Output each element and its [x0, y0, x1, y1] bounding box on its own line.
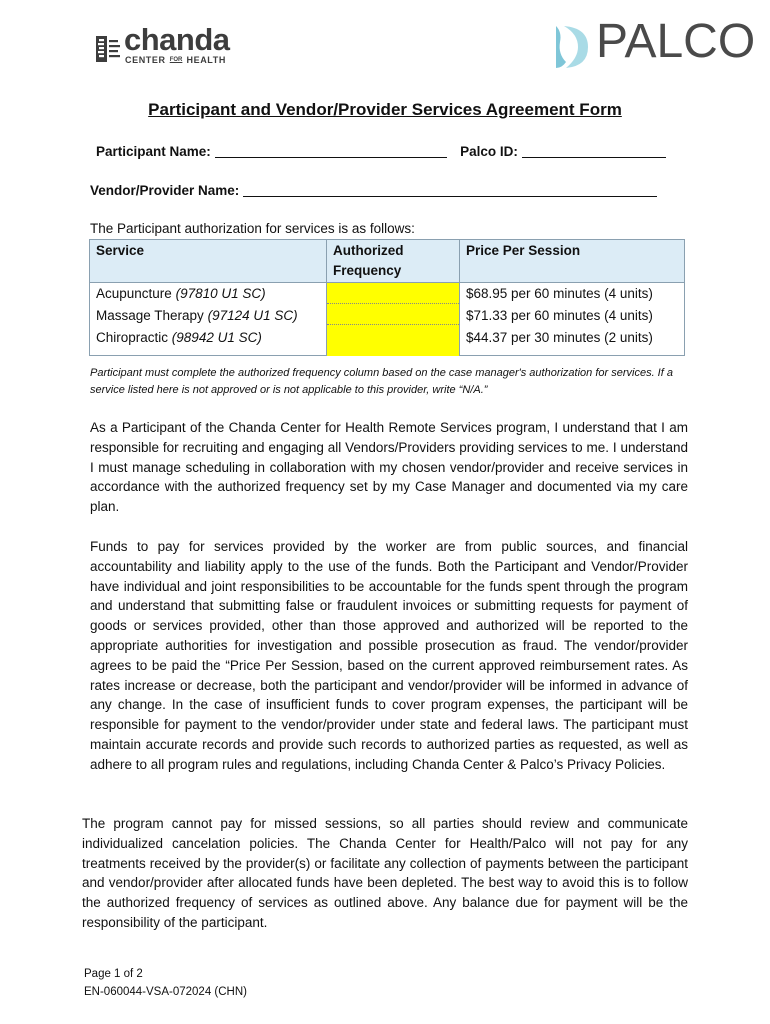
service-cell: Chiropractic (98942 U1 SC)	[90, 327, 327, 356]
service-cell: Acupuncture (97810 U1 SC)	[90, 283, 327, 306]
header-price: Price Per Session	[460, 240, 685, 283]
table-row	[90, 283, 685, 306]
paragraph-responsibilities: As a Participant of the Chanda Center for Health Remote Services program, I understand that I am responsible for recruiting and engaging all Vendors/Providers providing services to me. I understand I must manage scheduling in collaboration with my chosen vendor/provider and receive services in accordance with the authorized frequency set by my Case Manager and documented via my care plan.	[90, 420, 688, 515]
intro-text: The Participant authorization for services is as follows:	[90, 221, 415, 236]
price-cell: $71.33 per 60 minutes (4 units)	[460, 305, 685, 327]
palco-id-field[interactable]	[522, 143, 666, 158]
table-header-row	[90, 240, 685, 283]
header-service: Service	[90, 240, 327, 283]
chanda-spine-icon	[96, 34, 122, 64]
palco-swirl-icon	[552, 24, 592, 70]
chanda-subtitle: CENTER $^{FOR}$ HEALTH	[125, 55, 226, 65]
participant-name-field[interactable]	[215, 143, 447, 158]
palco-wordmark: PALCO	[596, 15, 756, 68]
vendor-name-label: Vendor/Provider Name:	[90, 183, 240, 198]
frequency-note: Participant must complete the authorized frequency column based on the case manager's authorization for services. If a service listed here is not approved or is not applicable to this provider, write “N/A.”	[90, 367, 673, 396]
chanda-logo	[96, 22, 236, 68]
paragraph-funds: Funds to pay for services provided by the worker are from public sources, and financial accountability and liability apply to the use of the funds. Both the Participant and Vendor/Provider have individual and joint responsibilities to be accountable for the funds spent through the program and understand that submitting false or fraudulent invoices or submitting requests for payment of goods or services provided, other than those approved and authorized will be reported to the appropriate authorities for investigation and possible prosecution as fraud. The vendor/provider agrees to be paid the “Price Per Session, based on the current approved reimbursement rates. As rates increase or decrease, both the participant and vendor/provider will be informed in advance of any change. In the case of insufficient funds to cover program expenses, the participant will be responsible for payment to the vendor/provider under state and federal laws. The participant must maintain accurate records and provide such records to authorized parties as requested, as well as adhere to all program rules and regulations, including Chanda Center & Palco’s Privacy Policies.	[90, 539, 688, 772]
price-cell: $68.95 per 60 minutes (4 units)	[460, 283, 685, 306]
vendor-row	[90, 182, 657, 198]
participant-name-label: Participant Name:	[96, 144, 211, 159]
frequency-input-chiropractic[interactable]	[327, 325, 459, 351]
page-number: Page 1 of 2	[84, 968, 143, 980]
price-cell: $44.37 per 30 minutes (2 units)	[460, 327, 685, 356]
paragraph-missed-sessions: The program cannot pay for missed sessions, so all parties should review and communicate individualized cancelation policies. The Chanda Center for Health/Palco will not pay for any treatments received by the provider(s) or facilitate any collection of payments between the participant and vendor/provider after allocated funds have been depleted. The best way to avoid this is to follow the authorized frequency of services as outlined above. Any balance due for payment will be the responsibility of the participant.	[82, 816, 688, 930]
form-title: Participant and Vendor/Provider Services Agreement Form	[148, 100, 622, 119]
palco-id-label: Palco ID:	[460, 144, 518, 159]
frequency-input-massage[interactable]	[327, 304, 459, 325]
service-cell: Massage Therapy (97124 U1 SC)	[90, 305, 327, 327]
document-code: EN-060044-VSA-072024 (CHN)	[84, 986, 247, 998]
frequency-input-acupuncture[interactable]	[327, 283, 459, 304]
palco-logo	[552, 15, 756, 72]
participant-row	[96, 143, 666, 159]
footer	[84, 965, 247, 1001]
frequency-column	[327, 283, 460, 356]
chanda-wordmark: chanda	[124, 22, 230, 57]
vendor-name-field[interactable]	[243, 182, 657, 197]
services-table	[89, 239, 685, 356]
header-frequency: Authorized Frequency	[327, 240, 460, 283]
